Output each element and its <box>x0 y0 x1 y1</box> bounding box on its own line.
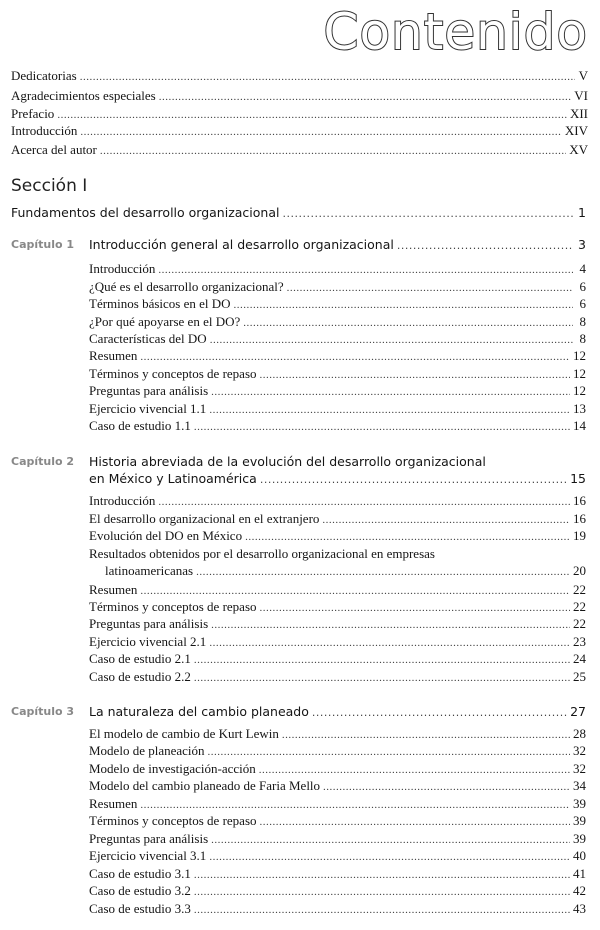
dot-leader <box>260 472 567 488</box>
dot-leader <box>194 867 570 883</box>
toc-entry-page: 19 <box>573 528 586 543</box>
chapter-label: Capítulo 1 <box>11 238 75 251</box>
toc-entry-dedicatorias[interactable] <box>11 68 588 85</box>
toc-entry-page: XV <box>569 142 588 157</box>
toc-entry-page: 32 <box>573 743 586 758</box>
toc-entry[interactable] <box>89 743 586 760</box>
dot-leader <box>211 832 570 848</box>
toc-entry-title: Caso de estudio 3.2 <box>89 883 191 898</box>
toc-entry[interactable] <box>89 366 586 383</box>
toc-entry-title: El desarrollo organizacional en el extranjero <box>89 511 320 526</box>
toc-entry-agradecimientos[interactable] <box>11 88 588 105</box>
toc-entry-page: 15 <box>570 471 586 486</box>
toc-entry[interactable] <box>89 866 586 883</box>
toc-entry-title: Caso de estudio 1.1 <box>89 418 191 433</box>
toc-entry-title: Resumen <box>89 582 138 597</box>
toc-entry-page: 22 <box>573 616 586 631</box>
toc-entry-page: 23 <box>573 634 586 649</box>
toc-entry-title: Términos y conceptos de repaso <box>89 366 257 381</box>
toc-entry-title: ¿Qué es el desarrollo organizacional? <box>89 279 284 294</box>
dot-leader <box>158 494 570 510</box>
dot-leader <box>194 419 570 435</box>
toc-entry-title: Evolución del DO en México <box>89 528 243 543</box>
chapter-title: Historia abreviada de la evolución del desarrollo organizacional <box>89 454 486 469</box>
dot-leader <box>194 652 570 668</box>
toc-entry[interactable] <box>89 418 586 435</box>
dot-leader <box>282 206 573 222</box>
toc-entry-title: Introducción <box>89 493 156 508</box>
toc-entry-page: 3 <box>578 237 586 252</box>
toc-entry-page: 27 <box>570 704 586 719</box>
dot-leader <box>312 705 567 721</box>
chapter-label: Capítulo 3 <box>11 705 75 718</box>
chapter-title-entry[interactable] <box>89 471 586 488</box>
toc-entry-title: Introducción <box>89 261 156 276</box>
toc-entry-title: Introducción <box>11 123 78 138</box>
toc-entry[interactable] <box>89 582 586 599</box>
toc-entry-title: Caso de estudio 3.3 <box>89 901 191 916</box>
toc-entry[interactable] <box>105 563 586 580</box>
section-subtitle-entry[interactable] <box>11 205 586 222</box>
toc-entry-page: XII <box>569 106 588 121</box>
toc-entry[interactable] <box>89 401 586 418</box>
toc-entry-page: 22 <box>573 582 586 597</box>
toc-entry[interactable] <box>89 796 586 813</box>
toc-entry-page: 12 <box>573 366 586 381</box>
toc-entry[interactable] <box>89 383 586 400</box>
toc-entry[interactable] <box>89 883 586 900</box>
toc-entry-title: Caso de estudio 3.1 <box>89 866 191 881</box>
toc-entry[interactable] <box>89 901 586 918</box>
toc-entry[interactable] <box>89 511 586 528</box>
dot-leader <box>260 367 570 383</box>
dot-leader <box>397 238 573 254</box>
toc-entry-page: 22 <box>573 599 586 614</box>
toc-entry-prefacio[interactable] <box>11 106 588 123</box>
dot-leader <box>259 762 570 778</box>
toc-entry-title: Preguntas para análisis <box>89 383 209 398</box>
dot-leader <box>209 849 570 865</box>
toc-entry-title: Resultados obtenidos por el desarrollo organizacional en empresas <box>89 546 435 561</box>
chapter-title: Introducción general al desarrollo organizacional <box>89 237 394 252</box>
toc-entry-page: 34 <box>573 778 586 793</box>
toc-entry[interactable] <box>89 651 586 668</box>
toc-entry[interactable] <box>89 761 586 778</box>
dot-leader <box>282 727 570 743</box>
toc-entry-page: 6 <box>579 296 586 311</box>
dot-leader <box>323 779 570 795</box>
dot-leader <box>260 814 570 830</box>
chapter-label: Capítulo 2 <box>11 455 75 468</box>
dot-leader <box>158 262 573 278</box>
dot-leader <box>209 635 570 651</box>
toc-entry-title: Resumen <box>89 796 138 811</box>
dot-leader <box>194 884 570 900</box>
toc-entry-title: Términos básicos en el DO <box>89 296 231 311</box>
toc-entry[interactable] <box>89 848 586 865</box>
toc-entry[interactable] <box>89 261 586 278</box>
toc-entry[interactable] <box>89 599 586 616</box>
dot-leader <box>140 797 570 813</box>
toc-entry[interactable] <box>89 616 586 633</box>
toc-entry[interactable] <box>89 831 586 848</box>
dot-leader <box>100 143 566 159</box>
toc-entry[interactable] <box>89 528 586 545</box>
dot-leader <box>243 315 573 331</box>
toc-entry[interactable] <box>89 778 586 795</box>
toc-entry-title: Prefacio <box>11 106 55 121</box>
dot-leader <box>245 529 570 545</box>
toc-entry-page: 24 <box>573 651 586 666</box>
toc-entry-page: 6 <box>579 279 586 294</box>
chapter-title-entry[interactable] <box>89 237 586 254</box>
dot-leader <box>57 107 567 123</box>
toc-entry[interactable] <box>89 493 586 510</box>
toc-entry-page: 16 <box>573 493 586 508</box>
toc-entry-page: 12 <box>573 383 586 398</box>
toc-entry-title: Caso de estudio 2.1 <box>89 651 191 666</box>
toc-entry-title: Modelo del cambio planeado de Faria Mello <box>89 778 321 793</box>
toc-entry[interactable] <box>89 348 586 365</box>
toc-entry[interactable] <box>89 314 586 331</box>
dot-leader <box>194 902 570 918</box>
toc-entry-page: VI <box>574 88 588 103</box>
toc-entry-title: Ejercicio vivencial 2.1 <box>89 634 207 649</box>
chapter-title: La naturaleza del cambio planeado <box>89 704 309 719</box>
dot-leader <box>234 297 573 313</box>
dot-leader <box>140 583 570 599</box>
toc-entry-page: 8 <box>579 314 586 329</box>
toc-entry-title: Términos y conceptos de repaso <box>89 599 257 614</box>
toc-entry-title: Resumen <box>89 348 138 363</box>
toc-entry[interactable] <box>89 279 586 296</box>
toc-entry-page: 8 <box>579 331 586 346</box>
dot-leader <box>159 89 572 105</box>
toc-entry-title: Agradecimientos especiales <box>11 88 156 103</box>
toc-entry-page: 1 <box>578 205 586 220</box>
toc-entry-title: Términos y conceptos de repaso <box>89 813 257 828</box>
toc-entry-page: 41 <box>573 866 586 881</box>
dot-leader <box>208 744 570 760</box>
toc-entry-title-continued: latinoamericanas <box>105 563 194 578</box>
dot-leader <box>211 384 570 400</box>
toc-entry-title: Modelo de planeación <box>89 743 205 758</box>
toc-entry-title: Ejercicio vivencial 3.1 <box>89 848 207 863</box>
toc-entry-page: 25 <box>573 669 586 684</box>
toc-entry-page: 39 <box>573 796 586 811</box>
toc-entry-title: Preguntas para análisis <box>89 831 209 846</box>
toc-entry-page: 4 <box>579 261 586 276</box>
dot-leader <box>322 512 570 528</box>
toc-entry-page: 39 <box>573 813 586 828</box>
toc-entry[interactable] <box>89 813 586 830</box>
toc-entry-page: 28 <box>573 726 586 741</box>
toc-entry-page: V <box>578 68 588 83</box>
toc-entry-title: Modelo de investigación-acción <box>89 761 256 776</box>
dot-leader <box>210 332 573 348</box>
toc-entry[interactable] <box>89 331 586 348</box>
toc-entry-page: 43 <box>573 901 586 916</box>
dot-leader <box>196 564 570 580</box>
dot-leader <box>80 124 561 140</box>
dot-leader <box>260 600 570 616</box>
toc-entry-page: XIV <box>564 123 588 138</box>
toc-entry-title: Dedicatorias <box>11 68 77 83</box>
toc-entry-page: 16 <box>573 511 586 526</box>
chapter-title-continued: en México y Latinoamérica <box>89 471 257 486</box>
toc-entry-acerca-del-autor[interactable] <box>11 142 588 159</box>
dot-leader <box>287 280 573 296</box>
toc-entry-page: 39 <box>573 831 586 846</box>
toc-entry-page: 12 <box>573 348 586 363</box>
toc-entry-page: 32 <box>573 761 586 776</box>
toc-entry[interactable] <box>89 669 586 686</box>
toc-entry-page: 20 <box>573 563 586 578</box>
toc-entry-introduccion[interactable] <box>11 123 588 140</box>
toc-entry-title: Preguntas para análisis <box>89 616 209 631</box>
toc-entry-title: Caso de estudio 2.2 <box>89 669 191 684</box>
dot-leader <box>80 69 575 85</box>
toc-entry[interactable] <box>89 634 586 651</box>
toc-entry[interactable] <box>89 296 586 313</box>
toc-entry-page: 40 <box>573 848 586 863</box>
toc-entry-title: Características del DO <box>89 331 207 346</box>
toc-entry-title: Acerca del autor <box>11 142 97 157</box>
page-title: Contenido <box>323 3 588 61</box>
toc-entry-title: El modelo de cambio de Kurt Lewin <box>89 726 279 741</box>
dot-leader <box>211 617 570 633</box>
dot-leader <box>194 670 570 686</box>
toc-entry-title: ¿Por qué apoyarse en el DO? <box>89 314 241 329</box>
toc-entry-page: 13 <box>573 401 586 416</box>
toc-entry-page: 14 <box>573 418 586 433</box>
chapter-title-entry[interactable] <box>89 704 586 721</box>
section-title: Sección I <box>11 176 88 196</box>
toc-entry-title: Fundamentos del desarrollo organizacional <box>11 205 280 220</box>
toc-entry-page: 42 <box>573 883 586 898</box>
dot-leader <box>140 349 570 365</box>
dot-leader <box>209 402 570 418</box>
toc-entry[interactable] <box>89 726 586 743</box>
toc-entry-title: Ejercicio vivencial 1.1 <box>89 401 207 416</box>
